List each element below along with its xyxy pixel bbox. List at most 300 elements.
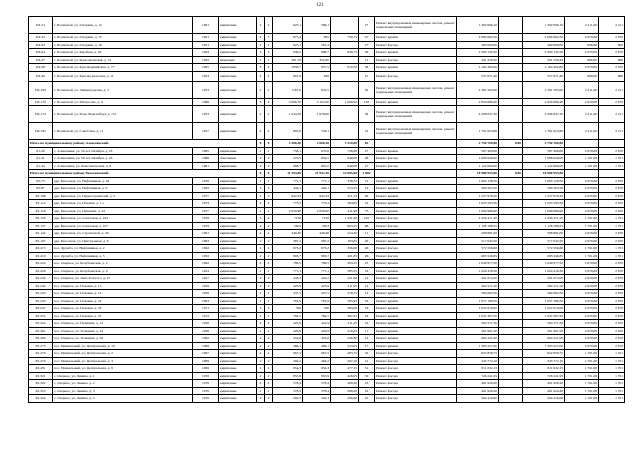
cell-ent: 2 <box>265 237 273 245</box>
cell-cnt: 26 <box>359 252 375 260</box>
cell-id: Р2-224 <box>29 260 53 268</box>
cell-work: Ремонт фасада <box>375 56 457 64</box>
cell-tot: 683 546,85 <box>523 252 565 260</box>
cell-tot: 491 929,20 <box>523 387 565 395</box>
cell-fl: 2 <box>257 245 265 253</box>
cell-tot: 1 029 418,50 <box>523 267 565 275</box>
cell-unit: 1 701,00 <box>565 350 599 358</box>
cell-addr: г. Полевской, ул. Карабаш, д. 62 <box>53 49 193 57</box>
cell-addr: пос. Озерное, ул. Кочубеевская, д. 9 <box>53 267 193 275</box>
cell-fl: 2 <box>257 41 265 49</box>
cell-mun: 243,05 <box>331 342 359 350</box>
cell-liv: 387,2 <box>303 237 331 245</box>
cell-addr: с. Озерное, ул. Ленина, д. 5 <box>53 395 193 403</box>
table-row <box>29 81 625 98</box>
cell-area: 805,8 <box>273 123 303 140</box>
cell-area: 691,9 <box>273 71 303 81</box>
cell-ent: 3 <box>265 34 273 42</box>
cell-work: Ремонт фасада <box>375 357 457 365</box>
table-row <box>29 312 625 320</box>
cell-work: Ремонт крыши <box>375 275 457 283</box>
cell-id: П4-170 <box>29 98 53 106</box>
cell-fl: 2 <box>257 327 265 335</box>
cell-unit: 1 701,00 <box>565 222 599 230</box>
cell-year: 1995 <box>193 64 219 72</box>
cell-area: 773,3 <box>273 200 303 208</box>
cell-liv: 7156 <box>303 215 331 223</box>
cell-cost: 811 632,15 <box>457 365 499 373</box>
cell-ent: 2 <box>265 395 273 403</box>
cell-ent: 2 <box>265 342 273 350</box>
cell-lim: 2 670 <box>599 64 625 72</box>
cell-addr: дер. Белоснеж, ул. Первостроителей, д. 5 <box>53 192 193 200</box>
cell-mat: кирпичные <box>219 207 257 215</box>
cell-liv: 895 <box>303 34 331 42</box>
cell-fl: 3 <box>257 64 265 72</box>
cell-tot: 1 302 096,10 <box>523 17 565 34</box>
cell-tot: 572 556,60 <box>523 245 565 253</box>
cell-work: Ремонт крыши <box>375 200 457 208</box>
cell-cf <box>499 98 523 106</box>
cell-cost: 584 062,50 <box>457 290 499 298</box>
cell-area: 939,2 <box>273 49 303 57</box>
cell-lim: 1 701 <box>599 222 625 230</box>
cell-area: 3 066,70 <box>273 98 303 106</box>
cell-mat: кирпичные <box>219 380 257 388</box>
cell-year: 1958 <box>193 290 219 298</box>
cell-year: 1953 <box>193 81 219 98</box>
cell-mun: 1 431,20 <box>331 215 359 223</box>
cell-fl: 2 <box>257 155 265 163</box>
cell-unit: 1 701,00 <box>565 395 599 403</box>
cell-work: Ремонт крыши <box>375 335 457 343</box>
cell-liv: 891,0 <box>303 162 331 170</box>
cell-year: 1956 <box>193 320 219 328</box>
cell-cf <box>499 71 523 81</box>
subtotal-liv: 2 068,10 <box>303 140 331 148</box>
cell-cf <box>499 230 523 238</box>
cell-addr: с. Алексеевка, ул. 50 лет Октября, д. 23 <box>53 155 193 163</box>
cell-unit: 2 670,00 <box>565 290 599 298</box>
cell-area: 486,1 <box>273 342 303 350</box>
cell-work: Ремонт фасада <box>375 387 457 395</box>
cell-lim: 1 701 <box>599 365 625 373</box>
cell-fl: 2 <box>257 335 265 343</box>
cell-liv: 452,6 <box>303 335 331 343</box>
cell-fl: 2 <box>257 342 265 350</box>
cell-cost: 491 929,20 <box>457 380 499 388</box>
cell-area: 786,5 <box>273 260 303 268</box>
cell-cnt: 25 <box>359 260 375 268</box>
subtotal-label: Итого по муниципальному району Белоснежский: <box>29 170 257 178</box>
cell-area: 771,1 <box>273 267 303 275</box>
cell-work: Ремонт фасада <box>375 245 457 253</box>
cell-liv: 967,5 <box>303 350 331 358</box>
cell-id: П4-68 <box>29 64 53 72</box>
cell-lim: 2 670 <box>599 305 625 313</box>
cell-year: 1969 <box>193 342 219 350</box>
cell-unit: 1 701,00 <box>565 252 599 260</box>
cell-fl: 2 <box>257 106 265 123</box>
cell-work: Ремонт крыши <box>375 147 457 155</box>
cell-id: П4-182 <box>29 123 53 140</box>
table-row <box>29 230 625 238</box>
cell-cf <box>499 327 523 335</box>
cell-cnt: 17 <box>359 342 375 350</box>
cell-cnt: 14 <box>359 282 375 290</box>
cell-lim: 806 <box>599 71 625 81</box>
cell-id: П4-69 <box>29 71 53 81</box>
cell-ent: 2 <box>265 380 273 388</box>
cell-cf <box>499 17 523 34</box>
cell-tot: 1 022 610,00 <box>523 305 565 313</box>
subtotal-empty <box>375 170 457 178</box>
subtotal-liv: 21 952,10 <box>303 170 331 178</box>
table-row <box>29 275 625 283</box>
cell-area: 968,7 <box>273 162 303 170</box>
cell-addr: пос. Привальный, ул. Центральная, д. 10 <box>53 342 193 350</box>
cell-lim: 2 670 <box>599 147 625 155</box>
table-row <box>29 155 625 163</box>
cell-liv: 423,9 <box>303 282 331 290</box>
cell-ent: 2 <box>265 335 273 343</box>
cell-tot: 557 671,40 <box>523 71 565 81</box>
cell-cf <box>499 237 523 245</box>
cell-lim: 2 670 <box>599 34 625 42</box>
cell-area: 625,1 <box>273 17 303 34</box>
cell-addr: с. Алексеевка, ул. 50 лет Октября, д. 18 <box>53 147 193 155</box>
table-row <box>29 222 625 230</box>
cell-liv: 784,5 <box>303 312 331 320</box>
cell-year: 1976 <box>193 387 219 395</box>
cell-cost: 726 241,95 <box>457 372 499 380</box>
cell-mat: кирпичные <box>219 17 257 34</box>
cell-tot: 2 856 686,40 <box>523 98 565 106</box>
cell-work: Ремонт фасада <box>375 380 457 388</box>
cell-tot: 822 858,75 <box>523 350 565 358</box>
cell-lim: 1 701 <box>599 245 625 253</box>
cell-work: Ремонт крыши <box>375 290 457 298</box>
cell-id: Р2-242 <box>29 282 53 290</box>
cell-year: 1979 <box>193 222 219 230</box>
cell-unit: 2 670,00 <box>565 230 599 238</box>
table-row <box>29 260 625 268</box>
cell-addr: дер. Белоснеж, ул. Строителей, д. 40 <box>53 230 193 238</box>
cell-id: Р2-251 <box>29 312 53 320</box>
cell-year: 1957 <box>193 123 219 140</box>
cell-mat: кирпичные <box>219 106 257 123</box>
cell-tot: 1 099 986,60 <box>523 207 565 215</box>
cell-cf <box>499 81 523 98</box>
cell-lim: 2 211 <box>599 81 625 98</box>
cell-id: Р2-247 <box>29 305 53 313</box>
cell-work: Ремонт крыши <box>375 207 457 215</box>
cell-year: 1976 <box>193 177 219 185</box>
cell-addr: г. Полевской, ул. Гагарина, д. 12 <box>53 17 193 34</box>
cell-cost: 1 664 128,50 <box>457 177 499 185</box>
cell-addr: дер. Белоснеж, ул. Центральная, д. 6 <box>53 237 193 245</box>
table-row <box>29 290 625 298</box>
cell-lim: 2 670 <box>599 177 625 185</box>
cell-fl: 2 <box>257 282 265 290</box>
cell-addr: с. Озерное, ул. Ленина, д. 1 <box>53 372 193 380</box>
cell-mat: кирпичные <box>219 123 257 140</box>
cell-mun: 383,00 <box>331 305 359 313</box>
cell-mat: кирпичные <box>219 260 257 268</box>
cell-liv: 420,9 <box>303 327 331 335</box>
cell-unit: 2 211,00 <box>565 81 599 98</box>
cell-unit: 806,00 <box>565 56 599 64</box>
cell-work: Ремонт крыши <box>375 237 457 245</box>
cell-area: 975,4 <box>273 34 303 42</box>
cell-addr: пос. Озерное, ул. Полевая, д. 22 <box>53 297 193 305</box>
cell-liv: 766 <box>303 305 331 313</box>
cell-id: Р2-87 <box>29 185 53 193</box>
cell-id: П4-67 <box>29 56 53 64</box>
cell-year: 1971 <box>193 305 219 313</box>
cell-tot: 2 084 662,50 <box>523 34 565 42</box>
cell-lim: 2 211 <box>599 17 625 34</box>
cell-area: 967,5 <box>273 350 303 358</box>
table-row <box>29 215 625 223</box>
cell-liv: 626 <box>303 71 331 81</box>
cell-addr: дер. Белоснеж, ул. Пушкина, д. 22 <box>53 207 193 215</box>
table-row <box>29 56 625 64</box>
cell-year: 1969 <box>193 365 219 373</box>
cell-cost: 1 099 986,60 <box>457 207 499 215</box>
cell-cost: 1 025 593,50 <box>457 200 499 208</box>
cell-fl: 2 <box>257 56 265 64</box>
cell-mat: кирпичные <box>219 64 257 72</box>
cell-unit: 1 701,00 <box>565 387 599 395</box>
cell-unit: 2 670,00 <box>565 34 599 42</box>
cell-id: Р2-243 <box>29 290 53 298</box>
cell-liv: 771,1 <box>303 177 331 185</box>
subtotal-cnt: 82 <box>359 140 375 148</box>
cell-unit: 2 670,00 <box>565 177 599 185</box>
cell-addr: пос. Озерное, ул. Пушкина, д. 12 <box>53 320 193 328</box>
cell-cnt: 18 <box>359 305 375 313</box>
cell-tot: 1 047 307,50 <box>523 312 565 320</box>
cell-tot: 2 581 563,60 <box>523 81 565 98</box>
cell-id: П4-52 <box>29 34 53 42</box>
table-row <box>29 17 625 34</box>
cell-mun <box>331 81 359 98</box>
subtotal-cost: 2 750 700,00 <box>457 140 499 148</box>
cell-mun: 224,20 <box>331 230 359 238</box>
table-row <box>29 380 625 388</box>
cell-cost: 587 400,00 <box>457 147 499 155</box>
cell-mat: кирпичные <box>219 147 257 155</box>
cell-cf <box>499 147 523 155</box>
cell-cf <box>499 192 523 200</box>
cell-lim: 2 670 <box>599 49 625 57</box>
cell-mun: 226,30 <box>331 335 359 343</box>
cell-cost: 1 022 610,00 <box>457 305 499 313</box>
cell-cost: 1 049 977,50 <box>457 260 499 268</box>
subtotal-cost: 18 980 953,00 <box>457 170 499 178</box>
cell-cf <box>499 123 523 140</box>
cell-ent: 2 <box>265 387 273 395</box>
cell-addr: г. Полевской, ул. Гагарина, д. 16 <box>53 41 193 49</box>
cell-year: 1952 <box>193 56 219 64</box>
cell-unit: 1 701,00 <box>565 215 599 223</box>
cell-lim: 1 701 <box>599 395 625 403</box>
cell-mat: кирпичные <box>219 290 257 298</box>
cell-lim: 2 670 <box>599 185 625 193</box>
cell-mat: кирпичные <box>219 230 257 238</box>
table-row <box>29 252 625 260</box>
cell-tot: 343 772,10 <box>523 357 565 365</box>
cell-area: 791,9 <box>273 297 303 305</box>
cell-fl: 2 <box>257 372 265 380</box>
cell-area: 784,5 <box>273 312 303 320</box>
cell-cf <box>499 305 523 313</box>
cell-cost: 2 856 686,40 <box>457 98 499 106</box>
cell-id: Р2-324 <box>29 395 53 403</box>
cell-mat: кирпичные <box>219 192 257 200</box>
cell-mun: 471,15 <box>331 192 359 200</box>
cell-unit: 2 670,00 <box>565 237 599 245</box>
cell-mat: кирпичные <box>219 98 257 106</box>
cell-mat: кирпичные <box>219 327 257 335</box>
cell-cost: 1 781 623,80 <box>457 123 499 140</box>
cell-cnt: 31 <box>359 365 375 373</box>
cell-liv: 448,40 <box>303 230 331 238</box>
cell-cf <box>499 282 523 290</box>
cell-mun: 810,50 <box>331 64 359 72</box>
cell-mat: кирпичные <box>219 252 257 260</box>
table-row <box>29 98 625 106</box>
cell-ent: 2 <box>265 327 273 335</box>
subtotal-area: 11 594,00 <box>273 170 303 178</box>
subtotal-cf: 0,00 <box>499 140 523 148</box>
cell-ent: 2 <box>265 222 273 230</box>
cell-ent: 2 <box>265 297 273 305</box>
cell-liv: 437,5 <box>303 290 331 298</box>
cell-id: Р2-142 <box>29 230 53 238</box>
cell-addr: пос. Озерное, ул. Тельмана, д. 24 <box>53 327 193 335</box>
cell-fl: 4 <box>257 34 265 42</box>
cell-cnt: 30 <box>359 81 375 98</box>
cell-mat: панельные <box>219 215 257 223</box>
cell-unit: 2 670,00 <box>565 200 599 208</box>
cell-fl: 2 <box>257 147 265 155</box>
cell-work: Ремонт внутридомовых инженерных систем, ремонт подвальных помещений <box>375 17 457 34</box>
table-row <box>29 162 625 170</box>
cell-addr: пос. Привальный, ул. Центральная, д. 2 <box>53 350 193 358</box>
cell-addr: дер. Белоснеж, ул. Советская, д. 103 <box>53 215 193 223</box>
cell-addr: г. Полевской, ул. Ленинградская, д. 5 <box>53 81 193 98</box>
cell-year: 1965 <box>193 147 219 155</box>
cell-cnt: 12 <box>359 357 375 365</box>
cell-work: Ремонт фасада <box>375 252 457 260</box>
cell-lim: 2 670 <box>599 230 625 238</box>
cell-cnt: 23 <box>359 267 375 275</box>
cell-ent: 2 <box>265 282 273 290</box>
cell-work: Ремонт фасада <box>375 215 457 223</box>
cell-fl: 4 <box>257 222 265 230</box>
cell-unit: 2 670,00 <box>565 335 599 343</box>
cell-mat: кирпичные <box>219 267 257 275</box>
cell-year: 1954 <box>193 267 219 275</box>
cell-tot: 591 672,00 <box>523 275 565 283</box>
cell-mun: 296,60 <box>331 395 359 403</box>
cell-lim: 2 670 <box>599 342 625 350</box>
cell-mat: каменные <box>219 56 257 64</box>
cell-addr: с. Озерное, ул. Ленина, д. 2 <box>53 380 193 388</box>
cell-ent: 4 <box>265 215 273 223</box>
cell-area: 766 <box>273 305 303 313</box>
cell-ent: 2 <box>265 155 273 163</box>
cell-tot: 604 221,00 <box>523 335 565 343</box>
cell-lim: 1 701 <box>599 155 625 163</box>
table-row <box>29 41 625 49</box>
cell-mat: кирпичные <box>219 387 257 395</box>
cell-mat: кирпичные <box>219 275 257 283</box>
cell-liv: 786,5 <box>303 260 331 268</box>
cell-mat: кирпичные <box>219 372 257 380</box>
cell-year: 1977 <box>193 207 219 215</box>
cell-ent: 2 <box>265 123 273 140</box>
cell-liv: 486,1 <box>303 342 331 350</box>
cell-ent: 2 <box>265 357 273 365</box>
cell-area: 443,2 <box>273 275 303 283</box>
cell-cnt: 16 <box>359 320 375 328</box>
cell-mat: кирпичные <box>219 305 257 313</box>
cell-mun <box>331 41 359 49</box>
cell-mat: кирпичные <box>219 162 257 170</box>
cell-fl: 2 <box>257 365 265 373</box>
cell-work: Ремонт крыши <box>375 192 457 200</box>
cell-mun: 640,00 <box>331 162 359 170</box>
cell-tot: 564 571,50 <box>523 320 565 328</box>
cell-fl: 2 <box>257 207 265 215</box>
cell-addr: г. Полевской, ул. Советская, д. 11 <box>53 123 193 140</box>
cell-cf <box>499 222 523 230</box>
cell-addr: пос. Озерное, ул. Полевая, д. 25 <box>53 312 193 320</box>
cell-work: Ремонт крыши <box>375 297 457 305</box>
cell-mun: 411,98 <box>331 207 359 215</box>
cell-liv: 843,5 <box>303 81 331 98</box>
cell-cf <box>499 290 523 298</box>
cell-cf <box>499 267 523 275</box>
cell-mun: 392,25 <box>331 312 359 320</box>
cell-mat: кирпичные <box>219 357 257 365</box>
subtotal-mun: 12 685,60 <box>331 170 359 178</box>
cell-cnt: 195 <box>359 215 375 223</box>
cell-mat: кирпичные <box>219 49 257 57</box>
cell-work: Ремонт фасада <box>375 222 457 230</box>
cell-year: 1976 <box>193 395 219 403</box>
cell-unit: 806,00 <box>565 41 599 49</box>
cell-area: 381,70 <box>273 56 303 64</box>
cell-lim: 2 211 <box>599 123 625 140</box>
cell-tot: 1 303 227,00 <box>523 342 565 350</box>
cell-unit: 2 211,00 <box>565 123 599 140</box>
cell-mun: 1 069,92 <box>331 98 359 106</box>
cell-mun: 750,75 <box>331 34 359 42</box>
cell-lim: 2 670 <box>599 192 625 200</box>
cell-area: 7156 <box>273 215 303 223</box>
cell-cf <box>499 200 523 208</box>
table-row <box>29 327 625 335</box>
table-row <box>29 395 625 403</box>
table-row <box>29 305 625 313</box>
cell-area: 942,34 <box>273 192 303 200</box>
cell-cost: 300 600,00 <box>457 41 499 49</box>
cell-mat: кирпичные <box>219 320 257 328</box>
